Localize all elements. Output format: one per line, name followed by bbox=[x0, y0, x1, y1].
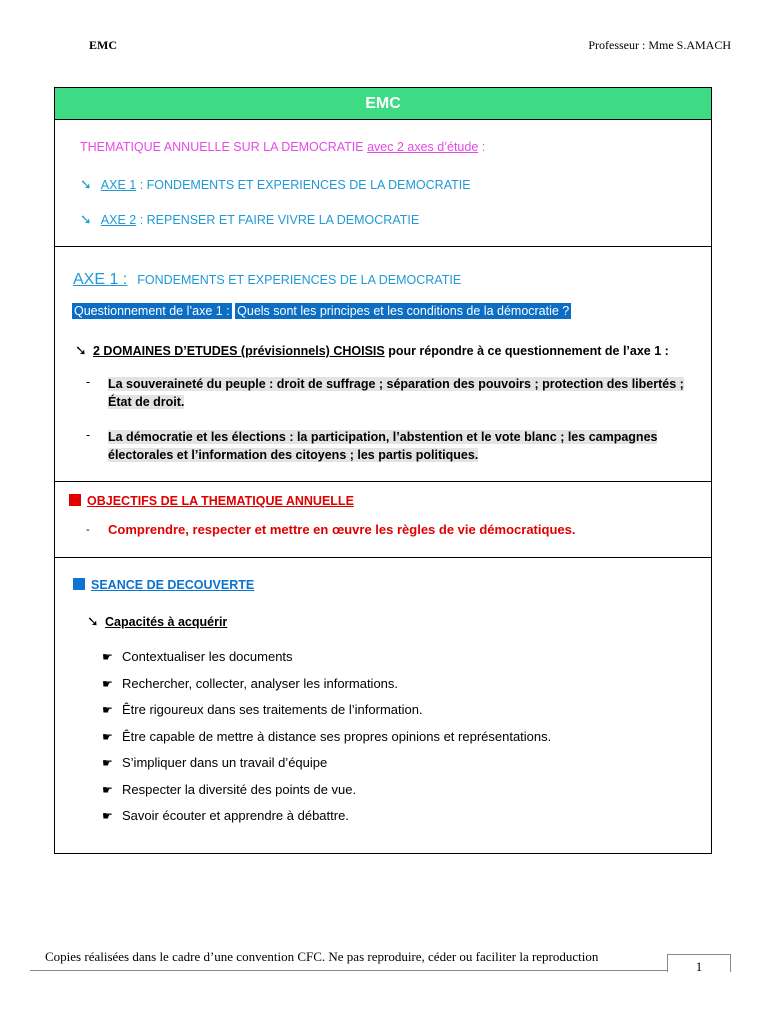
intro-axe1-label: AXE 1 bbox=[100, 178, 137, 192]
domaine-1 bbox=[108, 375, 698, 411]
domaine-1-text: La souveraineté du peuple : droit de suffrage ; séparation des pouvoirs ; protection des libertés ; État de droit. bbox=[108, 377, 684, 409]
seance-heading bbox=[73, 578, 254, 592]
pointing-hand-icon: ☛ bbox=[102, 783, 113, 797]
capacite-item: ☛ Respecter la diversité des points de vue. bbox=[102, 782, 357, 797]
header-teacher: Professeur : Mme S.AMACH bbox=[588, 38, 731, 52]
intro-axe2-line bbox=[80, 211, 419, 228]
pointing-hand-icon: ☛ bbox=[102, 756, 113, 770]
capacite-item: ☛ S’impliquer dans un travail d’équipe bbox=[102, 755, 328, 770]
axe1-subtitle: FONDEMENTS ET EXPERIENCES DE LA DEMOCRATIE bbox=[137, 273, 462, 287]
capacite-item: ☛ Rechercher, collecter, analyser les informations. bbox=[102, 676, 399, 691]
thematique-text: THEMATIQUE ANNUELLE SUR LA DEMOCRATIE bbox=[80, 140, 368, 154]
axe1-title: AXE 1 : bbox=[73, 271, 128, 288]
capacite-item: ☛ Contextualiser les documents bbox=[102, 649, 293, 664]
capacite-item: ☛ Savoir écouter et apprendre à débattre. bbox=[102, 808, 349, 823]
domaine-2-text: La démocratie et les élections : la participation, l’abstention et le vote blanc ; les campagnes électorales et l’information des citoyens ; les partis politiques. bbox=[108, 430, 658, 462]
capacites-label: Capacités à acquérir bbox=[105, 615, 228, 629]
domaines-line bbox=[75, 342, 669, 359]
seance-title: SEANCE DE DECOUVERTE bbox=[91, 578, 255, 592]
pointing-hand-icon: ☛ bbox=[102, 809, 113, 823]
dash-bullet: - bbox=[86, 375, 91, 389]
pointing-hand-icon: ☛ bbox=[102, 677, 113, 691]
question-label: Questionnement de l’axe 1 : bbox=[74, 304, 230, 318]
footer-line bbox=[30, 970, 728, 971]
axes-colon: : bbox=[478, 140, 486, 154]
capacites-heading bbox=[87, 613, 227, 630]
domaine-2 bbox=[108, 428, 698, 464]
down-right-arrow-icon: ➘ bbox=[87, 613, 99, 629]
objectifs-text: Comprendre, respecter et mettre en œuvre les règles de vie démocratiques. bbox=[108, 522, 576, 537]
axes-link: avec 2 axes d’étude bbox=[367, 140, 479, 154]
section-divider bbox=[55, 557, 711, 558]
dash-bullet: - bbox=[86, 524, 90, 536]
down-right-arrow-icon: ➘ bbox=[80, 176, 92, 192]
red-square-bullet-icon bbox=[69, 494, 81, 506]
axe1-heading bbox=[73, 271, 461, 289]
header-subject: EMC bbox=[89, 38, 117, 52]
thematique-line bbox=[80, 140, 485, 154]
down-right-arrow-icon: ➘ bbox=[75, 342, 87, 358]
pointing-hand-icon: ☛ bbox=[102, 650, 113, 664]
intro-axe1-text: : FONDEMENTS ET EXPERIENCES DE LA DEMOCRATIE bbox=[136, 178, 471, 192]
pointing-hand-icon: ☛ bbox=[102, 730, 113, 744]
dash-bullet: - bbox=[86, 428, 91, 442]
axe1-question bbox=[72, 304, 571, 318]
intro-axe2-label: AXE 2 bbox=[100, 213, 137, 227]
footer-copyright: Copies réalisées dans le cadre d’une convention CFC. Ne pas reproduire, céder ou faciliter la reproduction bbox=[45, 949, 599, 964]
question-text: Quels sont les principes et les conditions de la démocratie ? bbox=[237, 304, 570, 318]
pointing-hand-icon: ☛ bbox=[102, 703, 113, 717]
blue-square-bullet-icon bbox=[73, 578, 85, 590]
capacite-item: ☛ Être rigoureux dans ses traitements de l’information. bbox=[102, 702, 423, 717]
intro-axe1-line bbox=[80, 176, 471, 193]
intro-axe2-text: : REPENSER ET FAIRE VIVRE LA DEMOCRATIE bbox=[136, 213, 420, 227]
content-frame bbox=[54, 87, 712, 854]
domaines-label: 2 DOMAINES D’ETUDES (prévisionnels) CHOISIS bbox=[93, 344, 385, 358]
down-right-arrow-icon: ➘ bbox=[80, 211, 92, 227]
domaines-text: pour répondre à ce questionnement de l’axe 1 : bbox=[384, 344, 669, 358]
section-divider bbox=[55, 246, 711, 247]
title-banner: EMC bbox=[55, 88, 711, 120]
page-number: 1 bbox=[667, 954, 731, 972]
section-divider bbox=[55, 481, 711, 482]
capacite-item: ☛ Être capable de mettre à distance ses propres opinions et représentations. bbox=[102, 729, 552, 744]
objectifs-title: OBJECTIFS DE LA THEMATIQUE ANNUELLE bbox=[87, 494, 354, 508]
objectifs-heading bbox=[69, 494, 354, 508]
